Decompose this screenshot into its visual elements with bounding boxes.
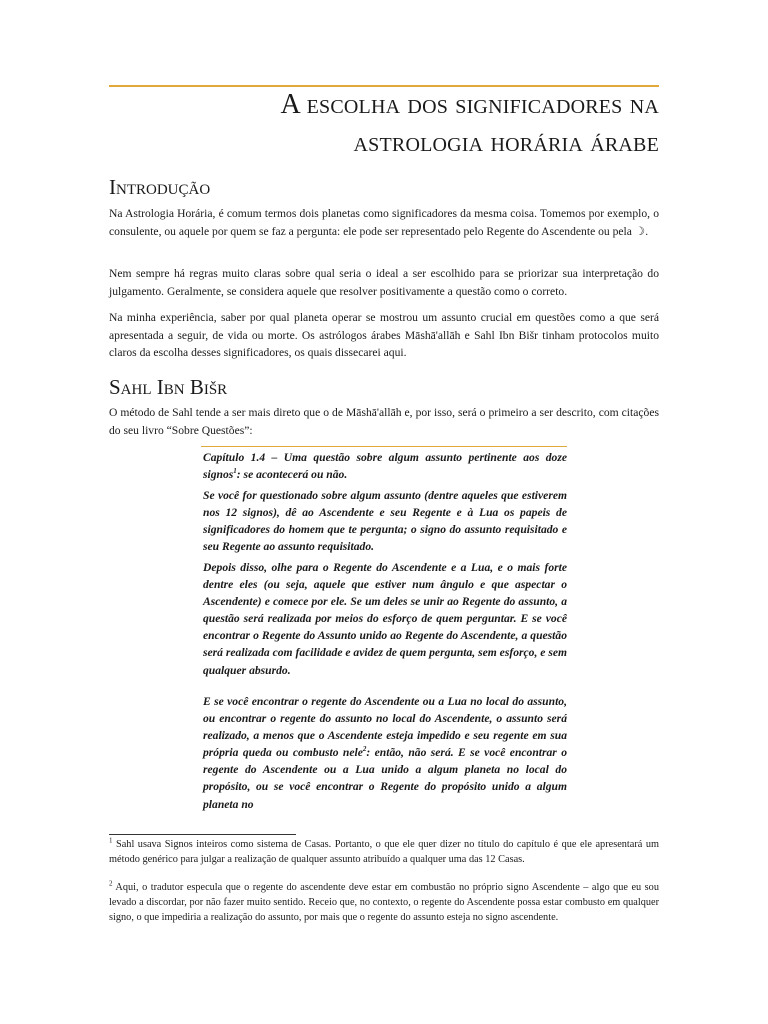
quote-paragraph-3-text: E se você encontrar o regente do Ascendente ou a Lua no local do assunto, ou encontrar o regente do assunto no local do Ascendente, o assunto será realizado, a menos que o Ascendente esteja impedido e seu regente em sua própria queda ou combusto nele — [203, 695, 567, 760]
intro-paragraph-2: Nem sempre há regras muito claras sobre qual seria o ideal a ser escolhido para se priorizar sua interpretação do julgamento. Geralmente, se considera aquele que resolver positivamente a questão como o correto. — [109, 267, 659, 298]
title-line-1: A escolha dos significadores na — [280, 89, 659, 120]
footnote-separator — [109, 834, 296, 835]
footnote-2-number: 2 — [109, 879, 113, 888]
quote-top-rule — [201, 446, 567, 447]
footnote-1-text: Sahl usava Signos inteiros como sistema de Casas. Portanto, o que ele quer dizer no título do capítulo é que ele apresentará um método genérico para julgar a realização de qualquer assunto atribuído a qualquer uma das 12 Casas. — [109, 839, 659, 865]
footnote-1 — [109, 838, 659, 868]
footnote-ref-1[interactable]: 1 — [233, 467, 237, 476]
quote-paragraph-1: Se você for questionado sobre algum assunto (dentre aqueles que estiverem nos 12 signos), dê ao Ascendente e seu Regente e à Lua os papeis de significadores do homem que te pergunta; o signo do assunto requisitado e seu Regente ao assunto requisitado. — [203, 489, 567, 554]
quote-paragraph-3 — [203, 693, 567, 813]
quote-chapter-heading-end: : se acontecerá ou não. — [236, 468, 348, 482]
heading-sahl-ibn-bisr: Sahl Ibn Bišr — [109, 375, 228, 399]
quote-chapter-heading — [203, 449, 567, 483]
footnote-ref-2[interactable]: 2 — [362, 745, 367, 754]
heading-introducao: Introdução — [109, 175, 211, 199]
page-title — [109, 86, 659, 162]
sahl-paragraph-1: O método de Sahl tende a ser mais direto que o de Māshā'allāh e, por isso, será o primeiro a ser descrito, com citações do seu livro “Sobre Questões”: — [109, 406, 659, 437]
footnote-1-number: 1 — [109, 836, 113, 845]
quote-paragraph-3-end: : então, não será. E se você encontrar o regente do Ascendente ou a Lua unido a algum planeta no local do propósito, ou se você encontrar o Regente do propósito unido a algum planeta no — [203, 746, 568, 811]
footnote-2-text: Aqui, o tradutor especula que o regente do ascendente deve estar em combustão no próprio signo Ascendente – algo que eu sou levado a discordar, por não fazer muito sentido. Receio que, no contexto, o regente do Ascendente possa estar combusto em qualquer signo, o que impediria a realização do assunto, por mais que o regente do assunto esteja no signo ascendente. — [109, 882, 659, 923]
title-line-2: astrologia horária árabe — [353, 127, 659, 158]
intro-paragraph-3: Na minha experiência, saber por qual planeta operar se mostrou um assunto crucial em questões como a que será apresentada a seguir, de vida ou morte. Os astrólogos árabes Māshā'allāh e Sahl Ibn Bišr tinham protocolos muito claros da escolha desses significadores, os quais dissecarei aqui. — [109, 311, 659, 359]
intro-paragraph-1: Na Astrologia Horária, é comum termos dois planetas como significadores da mesma coisa. Tomemos por exemplo, o consulente, ou aquele por quem se faz a pergunta: ele pode ser representado pelo Regente do Ascendente ou pela ☽. — [109, 207, 659, 238]
footnote-2 — [109, 881, 659, 925]
quote-paragraph-2: Depois disso, olhe para o Regente do Ascendente e a Lua, e o mais forte dentre eles (ou seja, aquele que estiver num ângulo e que aspectar o Ascendente) e comece por ele. Se um deles se unir ao Regente do assunto, a questão será realizada por meios do esforço de quem perguntar. E se você encontrar o Regente do Assunto unido ao Regente do Ascendente, a questão será realizada com facilidade e avidez de quem pergunta, sem esforço, e sem qualquer absurdo. — [203, 561, 567, 677]
quote-chapter-heading-text: Capítulo 1.4 – Uma questão sobre algum assunto pertinente aos doze signos — [203, 451, 567, 482]
